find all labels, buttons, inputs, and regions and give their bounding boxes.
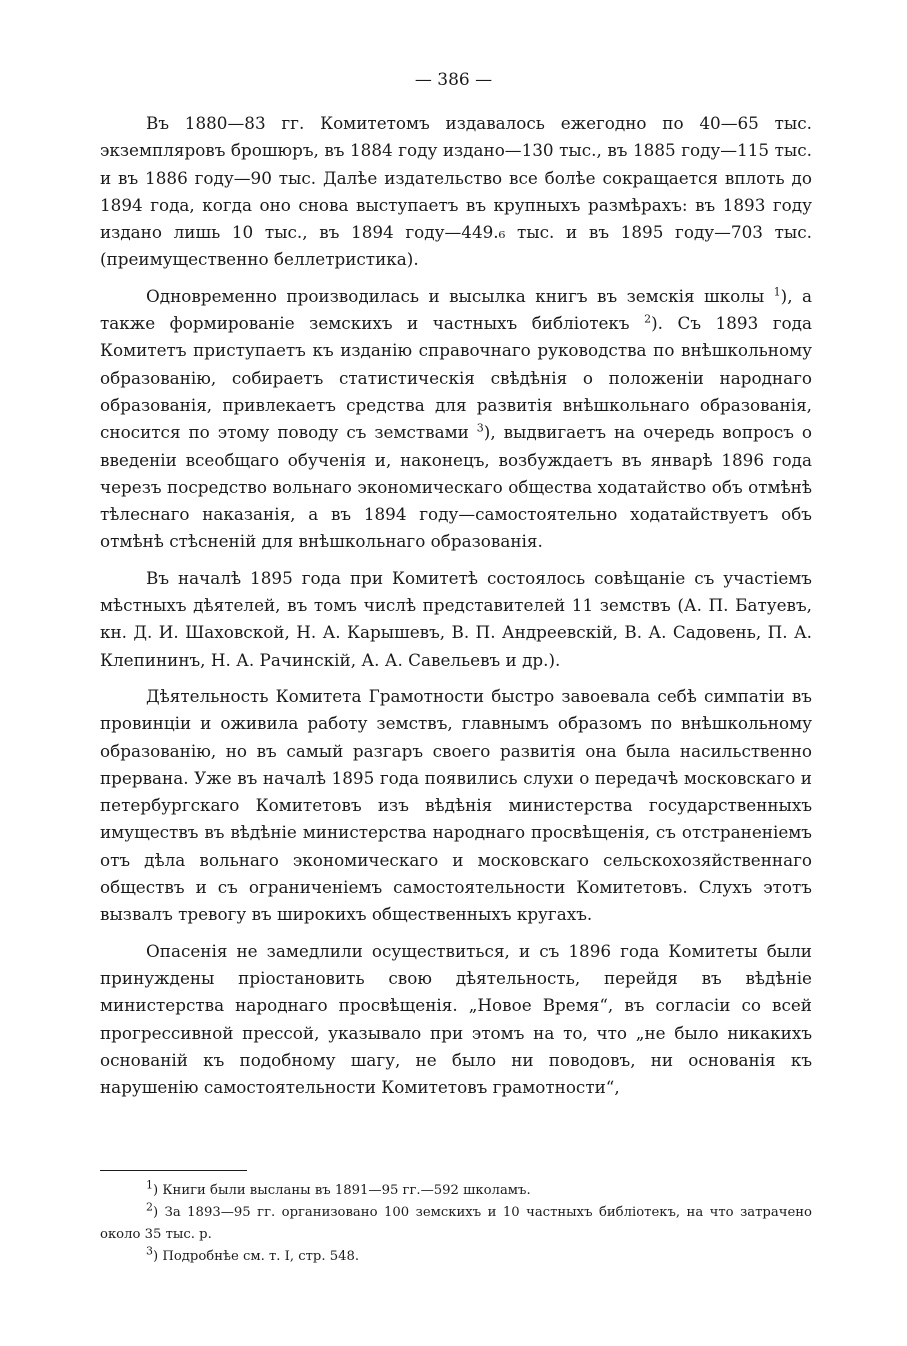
paragraph xyxy=(100,283,812,556)
footnote xyxy=(100,1202,812,1246)
paragraph-text: ), а также формированіе земскихъ и частныхъ библіотекъ xyxy=(100,285,812,334)
footnote-text: ) Книги были высланы въ 1891—95 гг.—592 школамъ. xyxy=(153,1183,531,1198)
page-number: — 386 — xyxy=(414,70,493,90)
paragraph-text: ), выдвигаетъ на очередь вопросъ о введеніи всеобщаго обученія и, наконецъ, возбуждаетъ въ январѣ 1896 года черезъ посредство вольнаго экономическаго общества ходатайство объ отмѣнѣ тѣлеснаго наказанія, а въ 1894 году—самостоятельно ходатайствуетъ объ отмѣнѣ стѣсненій для внѣшкольнаго образованія. xyxy=(100,422,812,552)
footnote-reference: 2 xyxy=(644,312,652,326)
footnote xyxy=(100,1180,812,1202)
paragraph xyxy=(100,110,812,274)
body-text xyxy=(100,110,812,1110)
paragraph-text: Въ 1880—83 гг. Комитетомъ издавалось ежегодно по 40—65 тыс. экземпляровъ брошюръ, въ 1884 году издано—130 тыс., въ 1885 году—115 тыс. и въ 1886 году—90 тыс. Далѣе издательство все болѣе сокращается вплоть до 1894 года, когда оно снова выступаетъ въ крупныхъ размѣрахъ: въ 1893 году издано лишь 10 тыс., въ 1894 году—449.₆ тыс. и въ 1895 году—703 тыс. (преимущественно беллетристика). xyxy=(100,113,812,270)
footnote-marker: 2 xyxy=(146,1200,153,1214)
paragraph-text: Опасенія не замедлили осуществиться, и съ 1896 года Комитеты были принуждены пріостановить свою дѣятельность, перейдя въ вѣдѣніе министерства народнаго просвѣщенія. „Новое Время“, въ согласіи со всей прогрессивной прессой, указывало при этомъ на то, что „не было никакихъ основаній къ подобному шагу, не было ни поводовъ, ни основанія къ нарушенію самостоятельности Комитетовъ грамотности“, xyxy=(100,940,812,1098)
paragraph xyxy=(100,683,812,929)
footnote-marker: 1 xyxy=(146,1178,153,1192)
footnote-reference: 3 xyxy=(476,421,484,435)
footnote-text: ) Подробнѣе см. т. I, стр. 548. xyxy=(153,1249,360,1264)
paragraph xyxy=(100,565,812,674)
footnote-marker: 3 xyxy=(146,1244,153,1258)
footnote-reference: 1 xyxy=(773,285,781,299)
footnote-separator xyxy=(100,1170,247,1171)
footnote-text: ) За 1893—95 гг. организовано 100 земскихъ и 10 частныхъ библіотекъ, на что затрачено около 35 тыс. р. xyxy=(100,1205,812,1242)
paragraph-text: Одновременно производилась и высылка книгъ въ земскія школы xyxy=(146,285,774,306)
paragraph-text: Дѣятельность Комитета Грамотности быстро завоевала себѣ симпатіи въ провинціи и оживила работу земствъ, главнымъ образомъ по внѣшкольному образованію, но въ самый разгаръ своего развитія она была насильственно прервана. Уже въ началѣ 1895 года появились слухи о передачѣ московскаго и петербургскаго Комитетовъ изъ вѣдѣнія министерства государственныхъ имуществъ въ вѣдѣніе министерства народнаго просвѣщенія, съ отстраненіемъ отъ дѣла вольнаго экономическаго и московскаго сельскохозяйственнаго обществъ и съ ограниченіемъ самостоятельности Комитетовъ. Слухъ этотъ вызвалъ тревогу въ широкихъ общественныхъ кругахъ. xyxy=(100,685,812,925)
paragraph-text: Въ началѣ 1895 года при Комитетѣ состоялось совѣщаніе съ участіемъ мѣстныхъ дѣятелей, въ томъ числѣ представителей 11 земствъ (А. П. Батуевъ, кн. Д. И. Шаховской, Н. А. Карышевъ, В. П. Андреевскій, В. А. Садовень, П. А. Клепининъ, Н. А. Рачинскій, А. А. Савельевъ и др.). xyxy=(100,567,812,670)
paragraph-text: ). Съ 1893 года Комитетъ приступаетъ къ изданію справочнаго руководства по внѣшкольному образованію, собираетъ статистическія свѣдѣнія о положеніи народнаго образованія, привлекаетъ средства для развитія внѣшкольнаго образованія, сносится по этому поводу съ земствами xyxy=(100,313,812,443)
footnotes xyxy=(100,1180,812,1268)
footnote xyxy=(100,1246,812,1268)
paragraph xyxy=(100,938,812,1102)
